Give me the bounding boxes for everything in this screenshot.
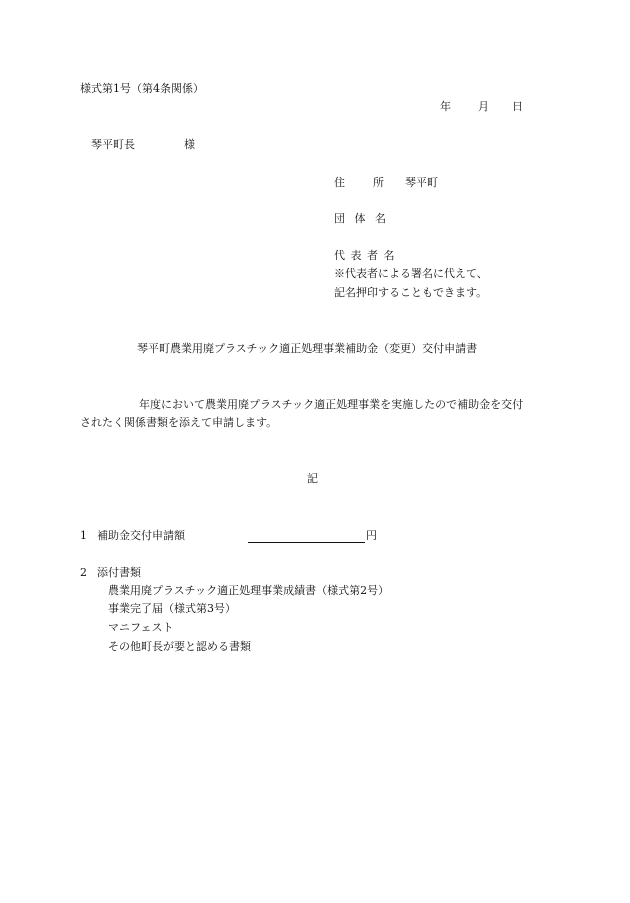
addressee-name: 琴平町長 xyxy=(91,138,135,151)
signature-note-line1: ※代表者による署名に代えて、 xyxy=(334,267,488,280)
item1-label: 補助金交付申請額 xyxy=(97,529,185,542)
form-number: 様式第1号（第4条関係） xyxy=(80,82,204,95)
item1-number: 1 xyxy=(80,529,87,542)
address-value: 琴平町 xyxy=(405,176,438,189)
date-day: 日 xyxy=(512,100,523,113)
body-line1: 年度において農業用廃プラスチック適正処理事業を実施したので補助金を交付 xyxy=(139,398,524,411)
date-month: 月 xyxy=(478,100,489,113)
signature-note-line2: 記名押印することもできます。 xyxy=(334,286,488,299)
ki-heading: 記 xyxy=(307,472,318,485)
document-title: 琴平町農業用廃プラスチック適正処理事業補助金（変更）交付申請書 xyxy=(137,342,478,355)
body-line2: されたく関係書類を添えて申請します。 xyxy=(80,416,278,429)
date-year: 年 xyxy=(440,100,451,113)
representative-label: 代 表 者 名 xyxy=(334,249,396,262)
attachment-item: 事業完了届（様式第3号） xyxy=(108,602,236,615)
addressee-honorific: 様 xyxy=(184,138,195,151)
amount-blank-line xyxy=(248,529,365,543)
item1-unit: 円 xyxy=(366,529,377,542)
attachment-item: マニフェスト xyxy=(108,621,174,634)
item2-number: 2 xyxy=(80,566,87,579)
address-label: 住 所 xyxy=(334,176,386,189)
attachment-item: その他町長が要と認める書類 xyxy=(108,640,251,653)
item2-label: 添付書類 xyxy=(97,566,141,579)
attachment-item: 農業用廃プラスチック適正処理事業成績書（様式第2号） xyxy=(108,584,390,597)
organization-label: 団 体 名 xyxy=(334,212,389,225)
